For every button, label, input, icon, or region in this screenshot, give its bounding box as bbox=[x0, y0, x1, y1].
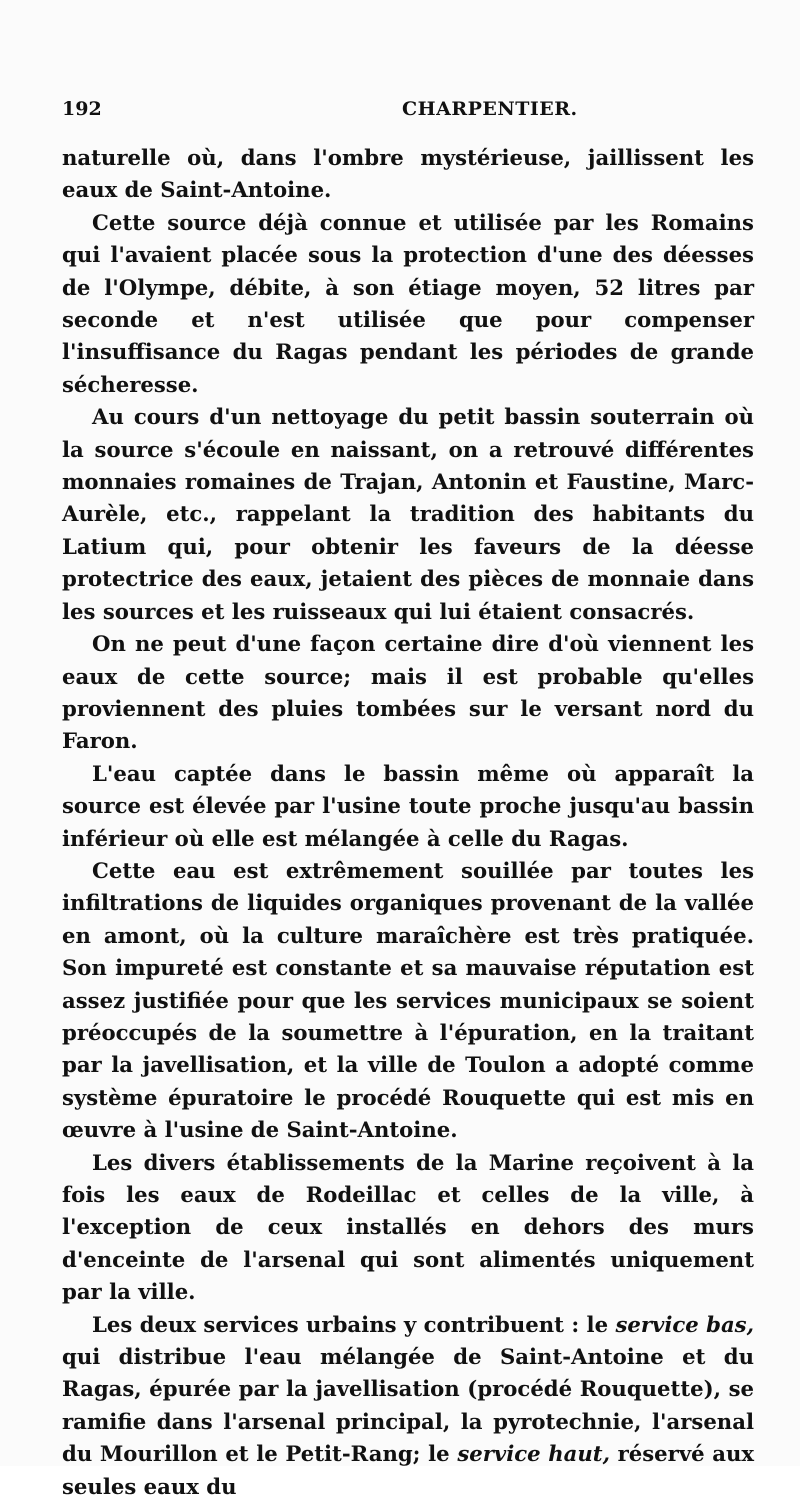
italic-term: service haut, bbox=[457, 1441, 610, 1467]
paragraph: On ne peut d'une façon certaine dire d'où viennent les eaux de cette source; mais il est probable qu'elles proviennent des pluies tombées sur le versant nord du Faron. bbox=[62, 631, 754, 754]
paragraph: Au cours d'un nettoyage du petit bassin souterrain où la source s'écoule en naissant, on a retrouvé différentes monnaies romaines de Trajan, Antonin et Faustine, Marc-Aurèle, etc., rappelant la tradition des habitants du Latium qui, pour obtenir les faveurs de la déesse protectrice des eaux, jetaient des pièces de monnaie dans les sources et les ruisseaux qui lui étaient consacrés. bbox=[62, 404, 754, 624]
paragraph: Les divers établissements de la Marine reçoivent à la fois les eaux de Rodeillac et celles de la ville, à l'exception de ceux installés en dehors des murs d'enceinte de l'arsenal qui sont alimentés uniquement par la ville. bbox=[62, 1149, 754, 1305]
body-text bbox=[62, 142, 754, 1503]
running-head: CHARPENTIER. bbox=[402, 98, 578, 120]
paragraph: naturelle où, dans l'ombre mystérieuse, jaillissent les eaux de Saint-Antoine. bbox=[62, 145, 754, 203]
text-run: qui distribue l'eau mélangée de Saint-Antoine et du Ragas, épurée par la javellisation (procédé Rouquette), se ramifie dans l'arsenal principal, la pyrotechnie, l'arsenal du Mourillon et le Petit-Rang; le bbox=[62, 1344, 754, 1467]
page-number: 192 bbox=[62, 98, 102, 120]
paragraph: L'eau captée dans le bassin même où apparaît la source est élevée par l'usine toute proche jusqu'au bassin inférieur où elle est mélangée à celle du Ragas. bbox=[62, 760, 754, 851]
italic-term: service bas, bbox=[615, 1311, 754, 1337]
paragraph: Cette source déjà connue et utilisée par les Romains qui l'avaient placée sous la protection d'une des déesses de l'Olympe, débite, à son étiage moyen, 52 litres par seconde et n'est utilisée que pour compenser l'insuffisance du Ragas pendant les périodes de grande sécheresse. bbox=[62, 209, 754, 397]
page-header bbox=[62, 98, 756, 130]
paragraph-last bbox=[62, 1309, 754, 1503]
paragraph: Cette eau est extrêmement souillée par toutes les infiltrations de liquides organiques provenant de la vallée en amont, où la culture maraîchère est très pratiquée. Son impureté est constante et sa mauvaise réputation est assez justifiée pour que les services municipaux se soient préoccupés de la soumettre à l'épuration, en la traitant par la javellisation, et la ville de Toulon a adopté comme système épuratoire le procédé Rouquette qui est mis en œuvre à l'usine de Saint-Antoine. bbox=[62, 857, 754, 1143]
text-run: réservé aux seules eaux du bbox=[62, 1441, 755, 1499]
text-run: Les deux services urbains y contribuent : le bbox=[92, 1311, 616, 1337]
